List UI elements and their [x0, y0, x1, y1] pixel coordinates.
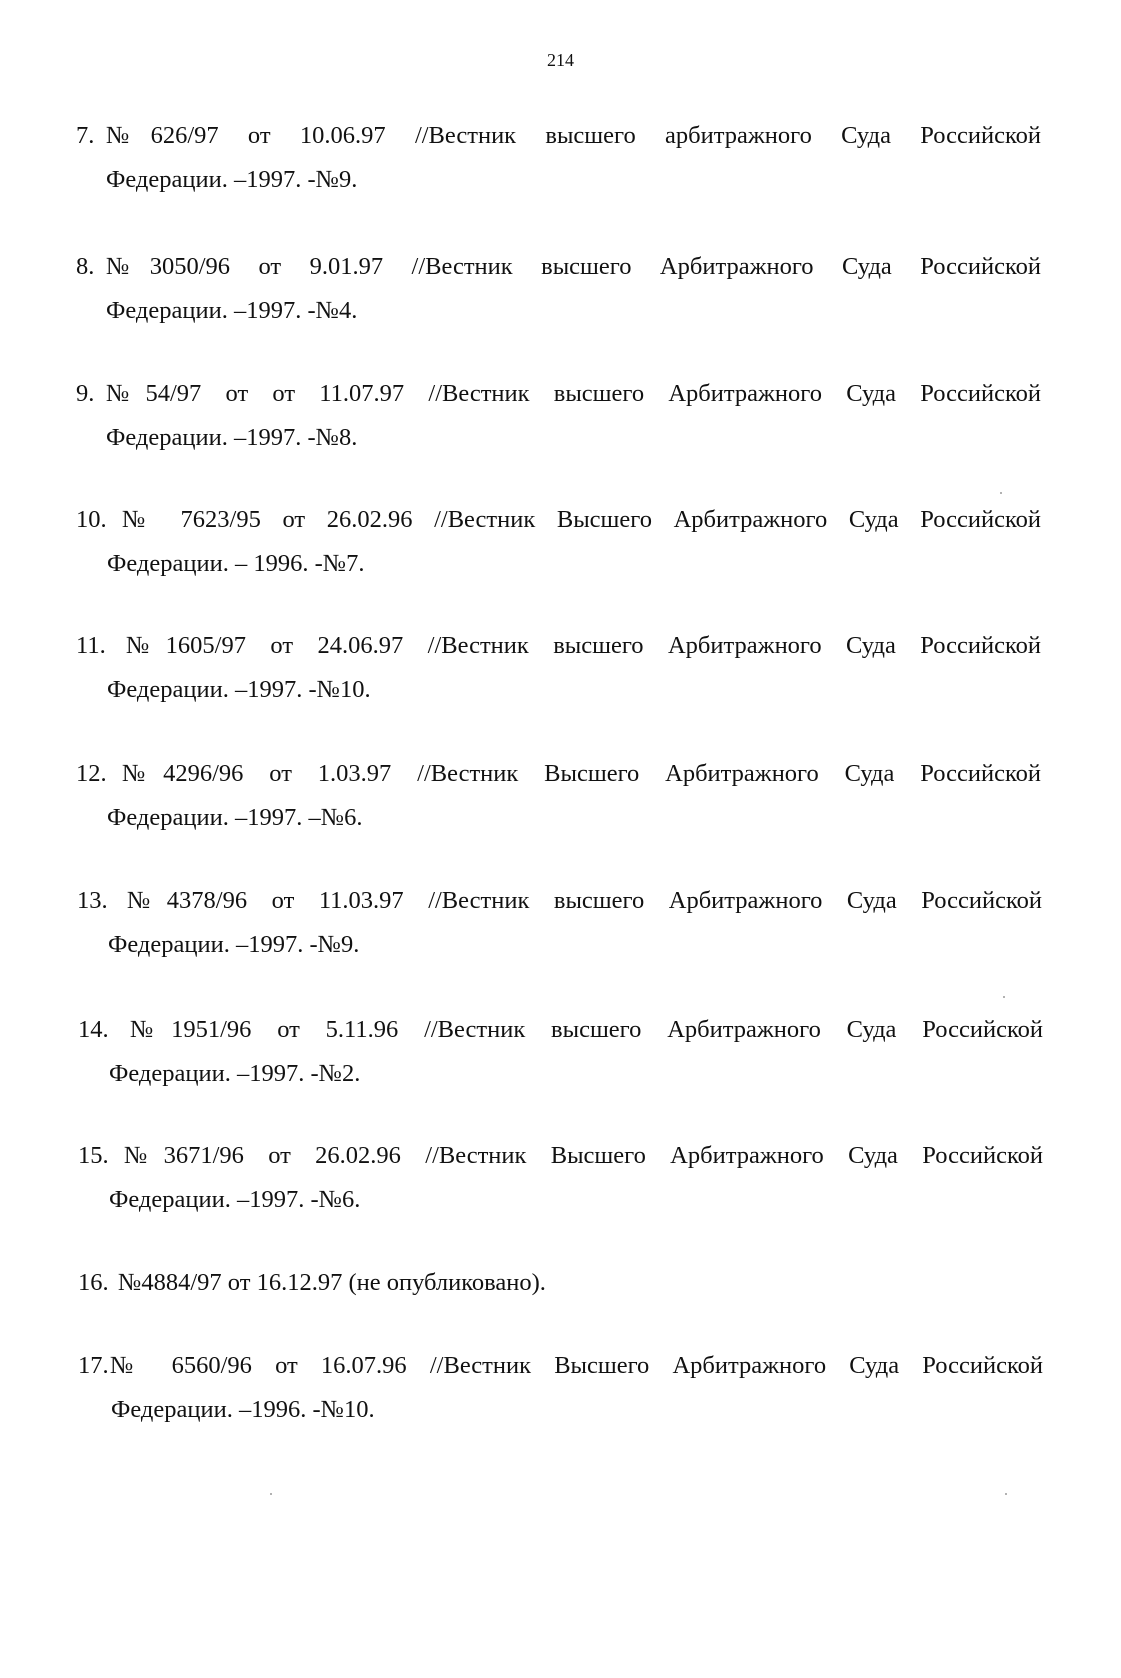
reference-first-line [78, 1016, 1043, 1044]
reference-first-line [76, 506, 1041, 534]
reference-first-line [77, 887, 1042, 915]
reference-citation: №3050/96 от 9.01.97 //Вестник высшего Арбитражного Суда Российской [106, 253, 1041, 280]
reference-citation: №54/97 от от 11.07.97 //Вестник высшего Арбитражного Суда Российской [106, 380, 1041, 407]
reference-continuation: Федерации. –1997. -№10. [107, 676, 371, 703]
reference-first-line [78, 1142, 1043, 1170]
reference-citation: №4296/96 от 1.03.97 //Вестник Высшего Арбитражного Суда Российской [122, 760, 1041, 787]
scan-speck [1000, 492, 1002, 494]
reference-first-line [76, 122, 1041, 150]
reference-first-line [76, 253, 1041, 281]
reference-number: 8. [76, 253, 95, 280]
reference-continuation: Федерации. –1997. -№6. [109, 1186, 361, 1213]
reference-citation: №3671/96 от 26.02.96 //Вестник Высшего Арбитражного Суда Российской [124, 1142, 1043, 1169]
reference-number: 11. [76, 632, 106, 659]
scan-speck [1005, 1493, 1007, 1495]
reference-citation: №1605/97 от 24.06.97 //Вестник высшего Арбитражного Суда Российской [126, 632, 1041, 659]
reference-continuation: Федерации. –1997. –№6. [107, 804, 363, 831]
reference-continuation: Федерации. –1997. -№9. [106, 166, 358, 193]
reference-number: 16. [78, 1269, 109, 1296]
reference-first-line [76, 632, 1041, 660]
page-number: 214 [547, 50, 574, 70]
reference-continuation: Федерации. –1996. -№10. [111, 1396, 375, 1423]
reference-number: 9. [76, 380, 95, 407]
scan-speck [1003, 996, 1005, 998]
reference-continuation: Федерации. –1997. -№4. [106, 297, 358, 324]
reference-number: 7. [76, 122, 95, 149]
reference-first-line [78, 1269, 1043, 1297]
reference-citation: № 7623/95 от 26.02.96 //Вестник Высшего Арбитражного Суда Российской [122, 506, 1041, 533]
reference-citation: № 6560/96 от 16.07.96 //Вестник Высшего Арбитражного Суда Российской [110, 1352, 1043, 1379]
reference-first-line [76, 760, 1041, 788]
scan-speck [270, 1493, 272, 1495]
reference-first-line [78, 1352, 1043, 1380]
reference-continuation: Федерации. –1997. -№8. [106, 424, 358, 451]
reference-citation: №4884/97 от 16.12.97 (не опубликовано). [118, 1269, 546, 1296]
reference-continuation: Федерации. – 1996. -№7. [107, 550, 365, 577]
reference-citation: №4378/96 от 11.03.97 //Вестник высшего Арбитражного Суда Российской [127, 887, 1042, 914]
reference-number: 17. [78, 1352, 109, 1379]
reference-continuation: Федерации. –1997. -№9. [108, 931, 360, 958]
reference-continuation: Федерации. –1997. -№2. [109, 1060, 361, 1087]
reference-citation: №1951/96 от 5.11.96 //Вестник высшего Арбитражного Суда Российской [130, 1016, 1043, 1043]
reference-number: 14. [78, 1016, 109, 1043]
reference-number: 12. [76, 760, 107, 787]
reference-number: 15. [78, 1142, 109, 1169]
reference-citation: №626/97 от 10.06.97 //Вестник высшего арбитражного Суда Российской [106, 122, 1041, 149]
reference-number: 10. [76, 506, 107, 533]
reference-first-line [76, 380, 1041, 408]
reference-number: 13. [77, 887, 108, 914]
